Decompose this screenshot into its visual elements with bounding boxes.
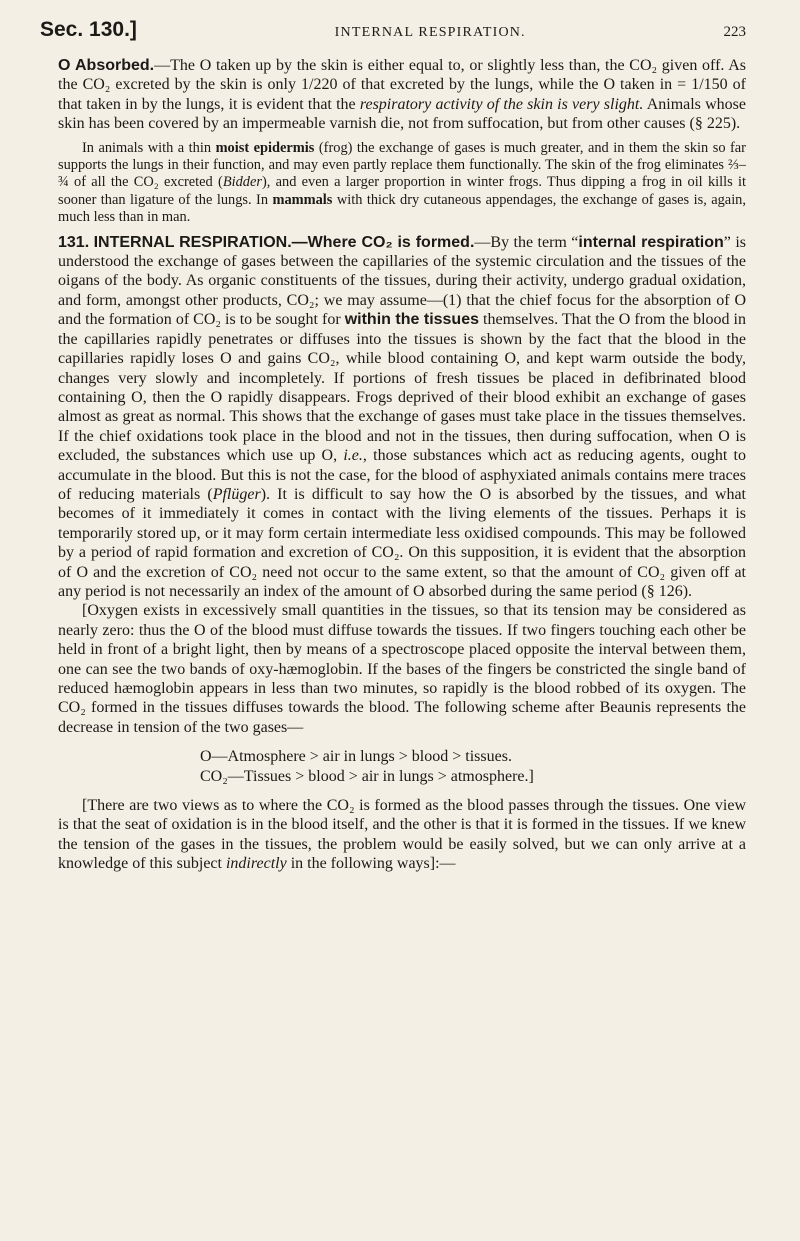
runin-heading: O Absorbed. [58,57,155,74]
page-number: 223 [723,24,746,40]
section-heading: INTERNAL RESPIRATION.—Where CO₂ is formed. [93,233,475,251]
paragraph-two-views: [There are two views as to where the CO₂ is formed as the blood passes through the tissues. One view is that the seat of oxidation is in the blood itself, and the other is that it is formed in the tissues. If we knew the tension of the gases in the tissues, the problem would be easily solved, but we can only arrive at a knowledge of this subject indirectly in the following ways]:— [58,797,746,873]
tension-scheme [58,747,746,786]
page-body [58,56,746,874]
scheme-line-co2: CO₂—Tissues > blood > air in lungs > atmosphere.] [200,767,534,785]
paragraph-oxygen-tension: [Oxygen exists in excessively small quantities in the tissues, so that its tension may be considered as nearly zero: thus the O of the blood must diffuse towards the tissues. If two fingers touching each other be held in front of a bright light, then by means of a spectroscope placed opposite the interval between them, one can see the two bands of oxy-hæmoglobin. If the bases of the fingers be constricted the single band of reduced hæmoglobin appears in less than two minutes, so rapidly is the blood robbed of its oxygen. The CO₂ formed in the tissues diffuses towards the blood. The following scheme after Beaunis represents the decrease in tension of the two gases— [58,602,746,736]
scheme-line-oxygen: O—Atmosphere > air in lungs > blood > tissues. [200,748,512,766]
paragraph-frog-skin: In animals with a thin moist epidermis (frog) the exchange of gases is much greater, and in them the skin so far supports the lungs in their function, and may even partly replace them functionally. The skin of the frog eliminates ⅔–¾ of all the CO₂ excreted (Bidder), and even a larger proportion in winter frogs. Thus dipping a frog in oil kills it sooner than ligature of the lungs. In mammals with thick dry cutaneous appendages, the exchange of gases is, again, much less than in man. [58,139,746,226]
section-label: Sec. 130.] [40,18,137,41]
running-header [40,18,746,46]
running-title: INTERNAL RESPIRATION. [334,25,526,40]
paragraph-o-absorbed: O Absorbed.—The O taken up by the skin is either equal to, or slightly less than, the CO₂ given off. As the CO₂ excreted by the skin is only 1/220 of that excreted by the lungs, while the O taken in = 1/150 of that taken in by the lungs, it is evident that the respiratory activity of the skin is very slight. Animals whose skin has been covered by an impermeable varnish die, not from suffocation, but from other causes (§ 225). [58,57,747,133]
section-131-internal-respiration: 131. INTERNAL RESPIRATION.—Where CO₂ is formed.—By the term “internal respiration” is understood the exchange of gases between the capillaries of the systemic circulation and the tissues of the oigans of the body. As organic constituents of the tissues, during their activity, undergo gradual oxidation, and form, amongst other products, CO₂; we may assume—(1) that the chief focus for the absorption of O and the formation of CO₂ is to be sought for within the tissues themselves. That the O from the blood in the capillaries rapidly penetrates or diffuses into the tissues is shown by the fact that the blood in the capillaries rapidly loses O and gains CO₂, while blood containing O, and kept warm outside the body, changes very slowly and incompletely. If portions of fresh tissues be placed in defibrinated blood containing O, then the O rapidly disappears. Frogs deprived of their blood exhibit an exchange of gases almost as great as normal. This shows that the exchange of gases must take place in the tissues themselves. If the chief oxidations took place in the blood and not in the tissues, then during suffocation, when O is excluded, the substances which use up O, i.e., those substances which act as reducing agents, ought to accumulate in the blood. But this is not the case, for the blood of asphyxiated animals contains mere traces of reducing materials (Pflüger). It is difficult to say how the O is absorbed by the tissues, and what becomes of it immediately it comes in contact with the living elements of the tissues. Perhaps it is temporarily stored up, or it may form certain intermediate less oxidised compounds. This may be followed by a period of rapid formation and excretion of CO₂. On this supposition, it is evident that the absorption of O and the excretion of CO₂ need not occur to the same extent, so that the amount of CO₂ given off at any period is not necessarily an index of the amount of O absorbed during the same period (§ 126). [58,233,747,600]
section-number: 131. [58,233,90,251]
